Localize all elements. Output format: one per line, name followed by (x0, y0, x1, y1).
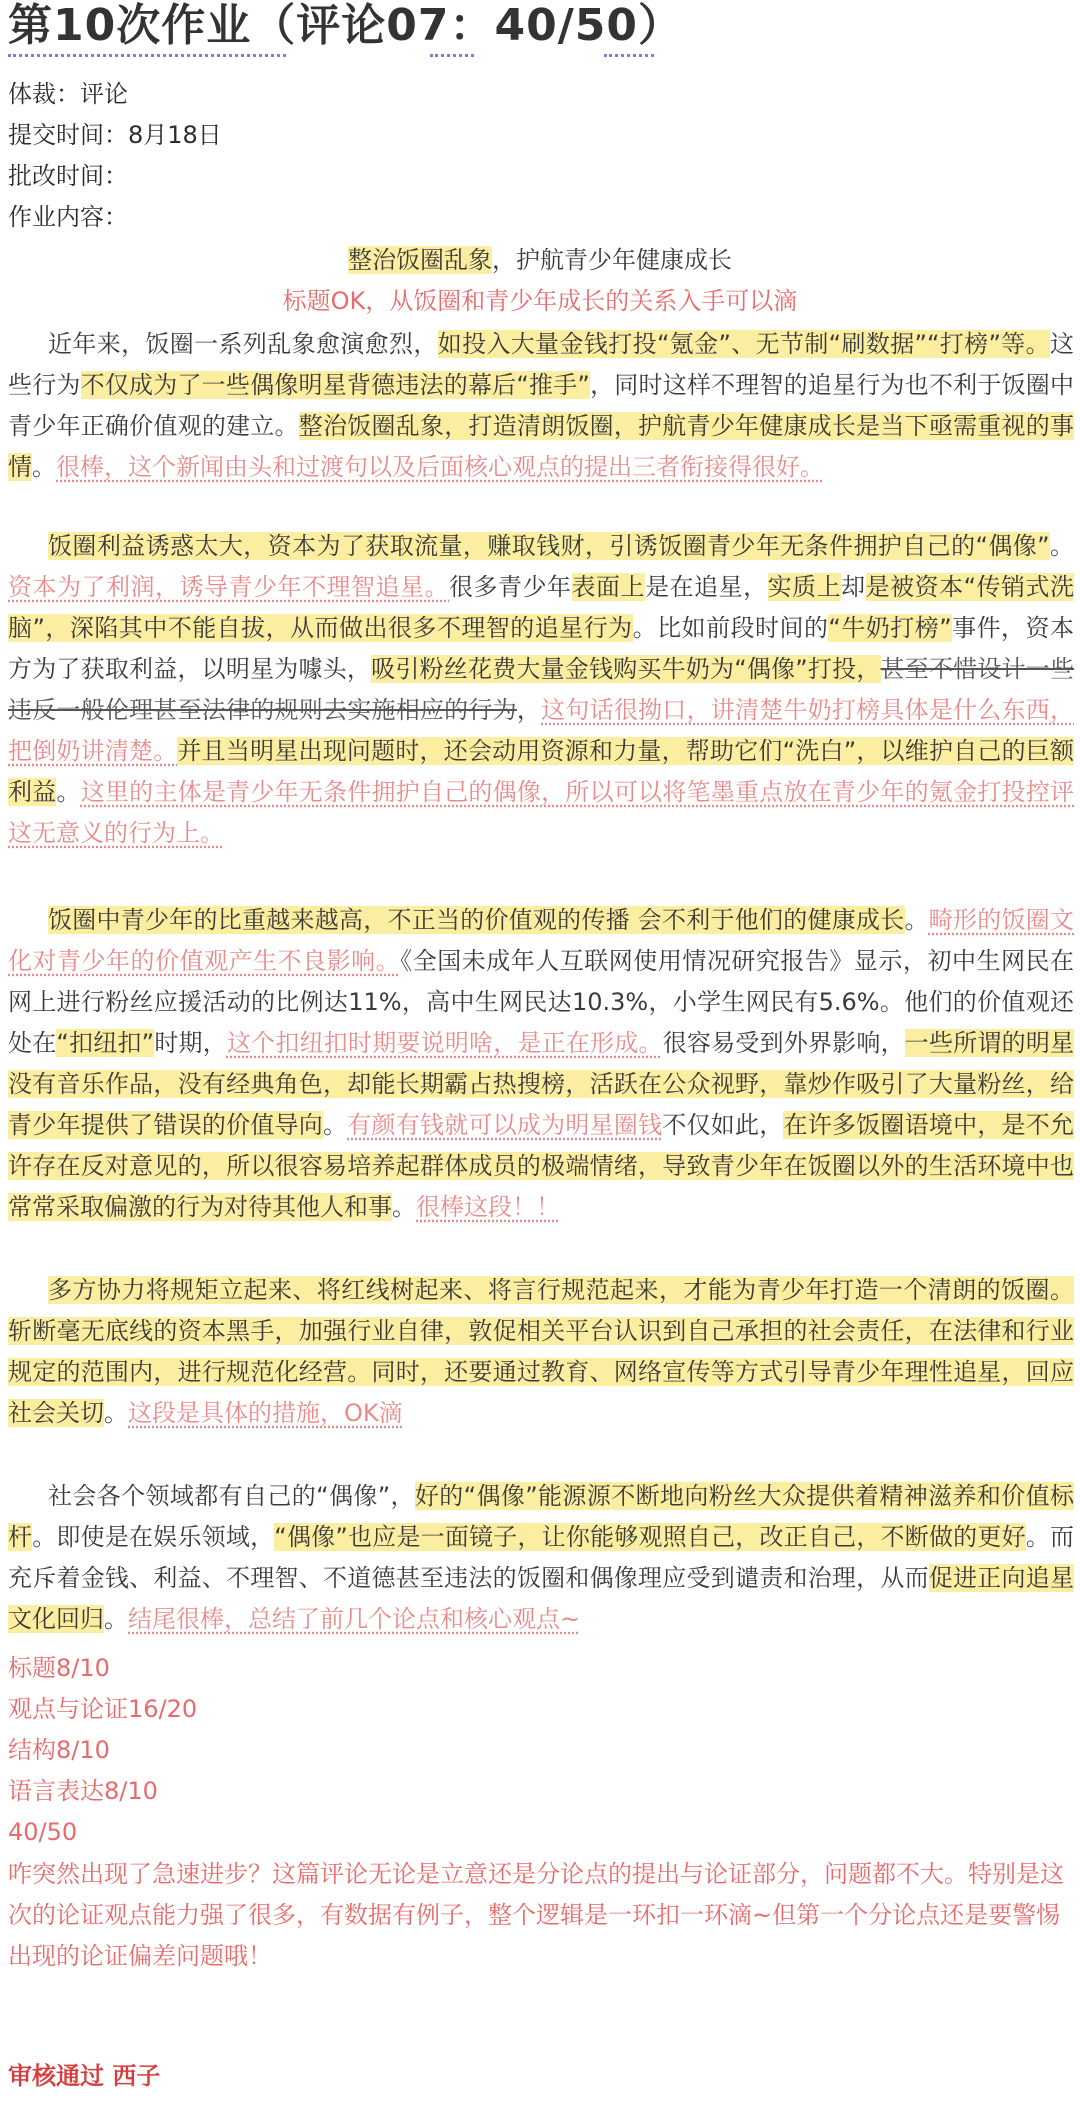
highlighted-text: 饭圈中青少年的比重越来越高，不正当的价值观的传播 会不利于他们的健康成长 (48, 906, 905, 934)
reviewer-comment: 资本为了利润，诱导青少年不理智追星。 (8, 573, 450, 601)
page-title: 第10次作业（评论07：40/50） (8, 0, 683, 51)
essay-text: 近年来，饭圈一系列乱象愈演愈烈， (48, 330, 438, 358)
score-structure: 结构8/10 (8, 1736, 110, 1764)
reviewer-comment: 畸形的饭圈文化对青少年的价值观产生不良影响。 (8, 906, 1074, 975)
essay-paragraph-3 (8, 900, 1074, 1228)
reviewer-comment: 这句话很拗口，讲清楚牛奶打榜具体是什么东西，把倒奶讲清楚。 (8, 696, 1075, 765)
essay-text: 很容易受到外界影响， (662, 1029, 905, 1057)
title-underline-2 (430, 54, 474, 57)
highlighted-text: “牛奶打榜” (828, 614, 952, 642)
highlighted-text: 实质上 (767, 573, 842, 601)
reviewer-comment: 这个扣纽扣时期要说明啥，是正在形成。 (226, 1029, 663, 1057)
essay-text: 。 (32, 453, 56, 481)
essay-text: 。 (1049, 532, 1075, 560)
essay-text: 时期， (154, 1029, 227, 1057)
essay-text: 。 (104, 1399, 128, 1427)
reviewer-comment: 这段是具体的措施，OK滴 (128, 1399, 403, 1427)
highlighted-text: 如投入大量金钱打投“氪金”、无节制“刷数据”“打榜”等。 (437, 330, 1050, 358)
highlighted-text: 吸引粉丝花费大量金钱购买牛奶为“偶像”打投， (371, 655, 881, 683)
essay-paragraph-5 (8, 1476, 1074, 1640)
essay-text: 。 (104, 1605, 128, 1633)
reviewer-comment: 很棒这段！！ (416, 1193, 560, 1221)
essay-text: ， (516, 696, 542, 724)
struck-text: 甚至不惜设计一些违反一般伦理甚至法律的规则去实施相应的行为 (8, 655, 1075, 724)
score-language: 语言表达8/10 (8, 1777, 158, 1805)
approval-signature: 审核通过 西子 (8, 2062, 161, 2090)
score-total: 40/50 (8, 1818, 78, 1846)
reviewer-comment: 很棒，这个新闻由头和过渡句以及后面核心观点的提出三者衔接得很好。 (56, 453, 824, 481)
highlighted-text: 表面上 (571, 573, 646, 601)
essay-text: 。比如前段时间的 (632, 614, 829, 642)
essay-title-highlight: 整治饭圈乱象 (348, 246, 492, 274)
title-underline-1 (8, 54, 286, 57)
highlighted-text: 促进正向追星文化回归 (8, 1564, 1075, 1633)
essay-paragraph-1 (8, 324, 1074, 488)
essay-paragraph-2 (8, 526, 1074, 854)
content-label: 作业内容： (8, 203, 128, 231)
essay-text: 。 (392, 1193, 416, 1221)
title-underline-3 (604, 54, 654, 57)
essay-text: 。而充斥着金钱、利益、不理智、不道德甚至违法的饭圈和偶像理应受到谴责和治理，从而 (8, 1523, 1075, 1592)
submit-time-label: 提交时间：8月18日 (8, 121, 222, 149)
essay-title-rest: ，护航青少年健康成长 (492, 246, 732, 274)
essay-text: 是在追星， (645, 573, 768, 601)
highlighted-text: 一些所谓的明星没有音乐作品，没有经典角色，却能长期霸占热搜榜，活跃在公众视野，靠炒作吸引了大量粉丝，给青少年提供了错误的价值导向 (8, 1029, 1075, 1139)
highlighted-text: 好的“偶像”能源源不断地向粉丝大众提供着精神滋养和价值标杆 (8, 1482, 1074, 1551)
essay-text: 社会各个领域都有自己的“偶像”， (48, 1482, 415, 1510)
essay-text: 不仅如此， (662, 1111, 784, 1139)
review-time-label: 批改时间： (8, 162, 128, 190)
essay-text: ，同时这样不理智的追星行为也不利于饭圈中青少年正确价值观的建立。 (8, 371, 1075, 440)
highlighted-text: “偶像”也应是一面镜子，让你能够观照自己，改正自己，不断做的更好 (274, 1523, 1026, 1551)
score-title: 标题8/10 (8, 1654, 110, 1682)
highlighted-text: 不仅成为了一些偶像明星背德违法的幕后“推手” (80, 371, 590, 399)
essay-text: 很多青少年 (449, 573, 572, 601)
genre-label: 体裁：评论 (8, 80, 128, 108)
essay-text: 《全国未成年人互联网使用情况研究报告》显示，初中生网民在网上进行粉丝应援活动的比例达11%，高中生网民达10.3%，小学生网民有5.6%。他们的价值观还处在 (8, 947, 1074, 1057)
essay-title (0, 244, 1080, 276)
review-summary: 咋突然出现了急速进步？这篇评论无论是立意还是分论点的提出与论证部分，问题都不大。特别是这次的论证观点能力强了很多，有数据有例子，整个逻辑是一环扣一环滴~但第一个分论点还是要警惕出现的论证偏差问题哦！ (8, 1860, 1064, 1970)
score-argument: 观点与论证16/20 (8, 1695, 198, 1723)
essay-text: 却 (841, 573, 866, 601)
reviewer-comment: 这里的主体是青少年无条件拥护自己的偶像，所以可以将笔墨重点放在青少年的氪金打投控评这无意义的行为上。 (8, 778, 1075, 847)
highlighted-text: 在许多饭圈语境中，是不允许存在反对意见的，所以很容易培养起群体成员的极端情绪，导致青少年在饭圈以外的生活环境中也常常采取偏激的行为对待其他人和事 (8, 1111, 1075, 1221)
reviewer-comment: 结尾很棒，总结了前几个论点和核心观点~ (128, 1605, 581, 1633)
essay-title-comment: 标题OK，从饭圈和青少年成长的关系入手可以滴 (282, 287, 798, 315)
essay-paragraph-4 (8, 1270, 1074, 1434)
highlighted-text: 多方协力将规矩立起来、将红线树起来、将言行规范起来，才能为青少年打造一个清朗的饭圈。斩断毫无底线的资本黑手，加强行业自律，敦促相关平台认识到自己承担的社会责任，在法律和行业规定的范围内，进行规范化经营。同时，还要通过教育、网络宣传等方式引导青少年理性追星，回应社会关切 (8, 1276, 1074, 1427)
essay-text: 。 (904, 906, 929, 934)
highlighted-text: 并且当明星出现问题时，还会动用资源和力量，帮助它们“洗白”，以维护自己的巨额利益 (8, 737, 1074, 806)
essay-text: 。 (56, 778, 81, 806)
highlighted-text: 是被资本“传销式洗脑”，深陷其中不能自拔，从而做出很多不理智的追星行为 (8, 573, 1075, 642)
reviewer-comment: 有颜有钱就可以成为明星圈钱 (347, 1111, 663, 1139)
essay-text: 。 (323, 1111, 348, 1139)
essay-text: 事件，资本方为了获取利益，以明星为噱头， (8, 614, 1074, 683)
essay-text: 。即使是在娱乐领域， (32, 1523, 275, 1551)
highlighted-text: 整治饭圈乱象，打造清朗饭圈，护航青少年健康成长是当下亟需重视的事情 (8, 412, 1075, 481)
essay-text: 这些行为 (8, 330, 1074, 399)
highlighted-text: “扣纽扣” (56, 1029, 155, 1057)
highlighted-text: 饭圈利益诱惑太大，资本为了获取流量，赚取钱财，引诱饭圈青少年无条件拥护自己的“偶像” (48, 532, 1050, 560)
